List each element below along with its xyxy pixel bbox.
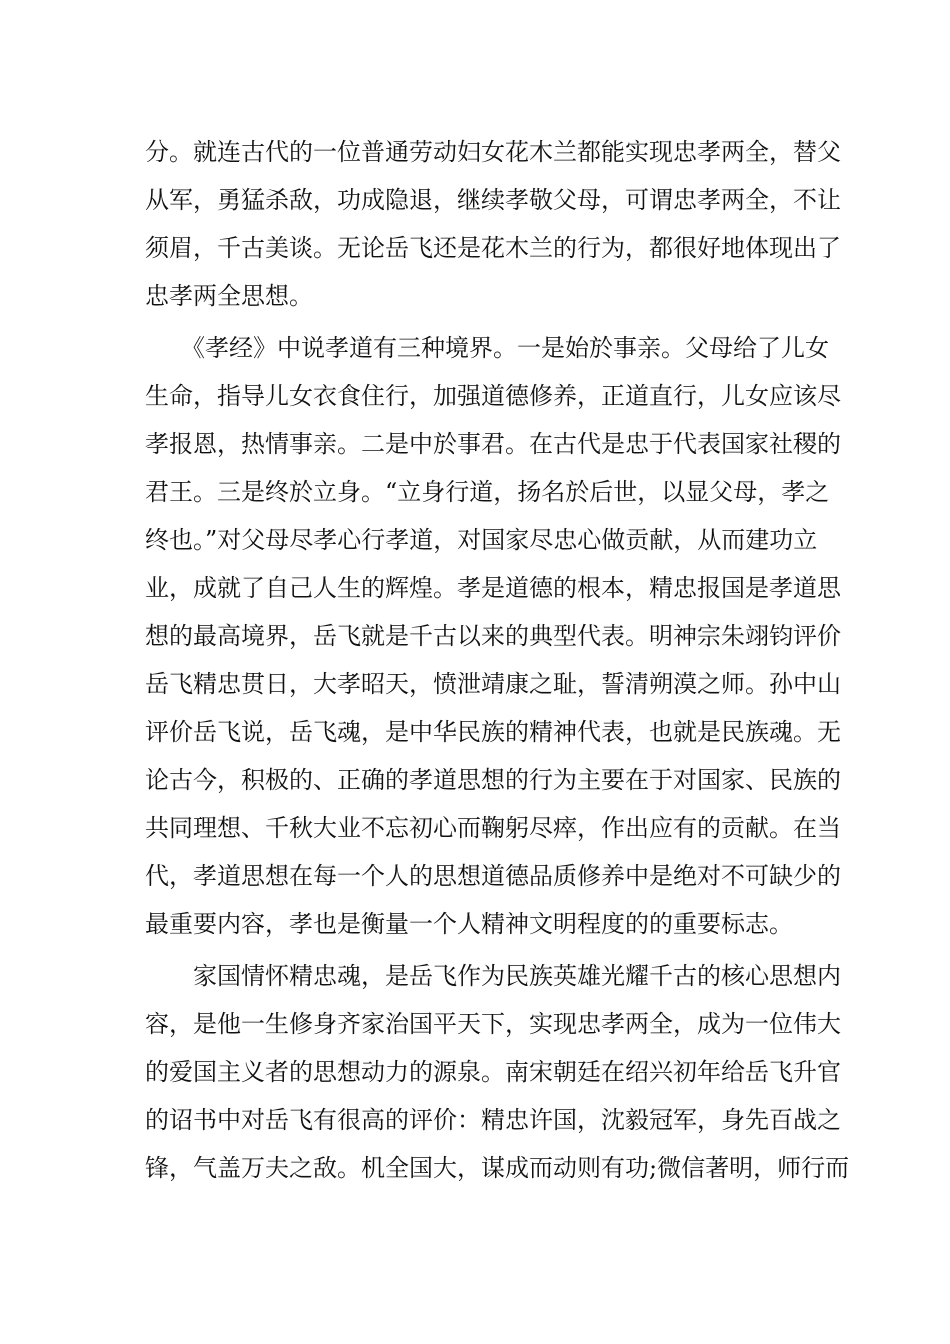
paragraph-1 bbox=[145, 128, 841, 320]
text-line: 从军，勇猛杀敌，功成隐退，继续孝敬父母，可谓忠孝两全，不让 bbox=[145, 186, 841, 214]
text-line: 分。就连古代的一位普通劳动妇女花木兰都能实现忠孝两全，替父 bbox=[145, 138, 841, 166]
text-line: 评价岳飞说，岳飞魂，是中华民族的精神代表，也就是民族魂。无 bbox=[145, 718, 841, 746]
text-line: 最重要内容，孝也是衡量一个人精神文明程度的的重要标志。 bbox=[145, 910, 793, 938]
text-line: 生命，指导儿女衣食住行，加强道德修养，正道直行，儿女应该尽 bbox=[145, 382, 841, 410]
text-line: 孝报恩，热情事亲。二是中於事君。在古代是忠于代表国家社稷的 bbox=[145, 430, 841, 458]
text-line: 《孝经》中说孝道有三种境界。一是始於事亲。父母给了儿女 bbox=[145, 334, 829, 362]
text-line: 锋，气盖万夫之敌。机全国大，谋成而动则有功;微信著明，师行而 bbox=[145, 1154, 850, 1182]
text-line: 业，成就了自己人生的辉煌。孝是道德的根本，精忠报国是孝道思 bbox=[145, 574, 841, 602]
text-line: 共同理想、千秋大业不忘初心而鞠躬尽瘁，作出应有的贡献。在当 bbox=[145, 814, 841, 842]
text-line: 容，是他一生修身齐家治国平天下，实现忠孝两全，成为一位伟大 bbox=[145, 1010, 841, 1038]
text-line: 想的最高境界，岳飞就是千古以来的典型代表。明神宗朱翊钧评价 bbox=[145, 622, 841, 650]
text-line: 家国情怀精忠魂，是岳飞作为民族英雄光耀千古的核心思想内 bbox=[145, 962, 841, 990]
text-line: 的诏书中对岳飞有很高的评价：精忠许国，沈毅冠军，身先百战之 bbox=[145, 1106, 841, 1134]
text-line: 君王。三是终於立身。“立身行道，扬名於后世，以显父母，孝之 bbox=[145, 478, 830, 506]
text-line: 的爱国主义者的思想动力的源泉。南宋朝廷在绍兴初年给岳飞升官 bbox=[145, 1058, 841, 1086]
text-line: 岳飞精忠贯日，大孝昭天，愤泄靖康之耻，誓清朔漠之师。孙中山 bbox=[145, 670, 841, 698]
text-line: 论古今，积极的、正确的孝道思想的行为主要在于对国家、民族的 bbox=[145, 766, 841, 794]
paragraph-3 bbox=[145, 952, 850, 1192]
text-line: 须眉，千古美谈。无论岳飞还是花木兰的行为，都很好地体现出了 bbox=[145, 234, 841, 262]
paragraph-2 bbox=[145, 324, 841, 948]
text-line: 终也。”对父母尽孝心行孝道，对国家尽忠心做贡献，从而建功立 bbox=[145, 526, 818, 554]
text-line: 忠孝两全思想。 bbox=[145, 282, 313, 310]
text-line: 代，孝道思想在每一个人的思想道德品质修养中是绝对不可缺少的 bbox=[145, 862, 841, 890]
body-text bbox=[145, 128, 850, 1192]
